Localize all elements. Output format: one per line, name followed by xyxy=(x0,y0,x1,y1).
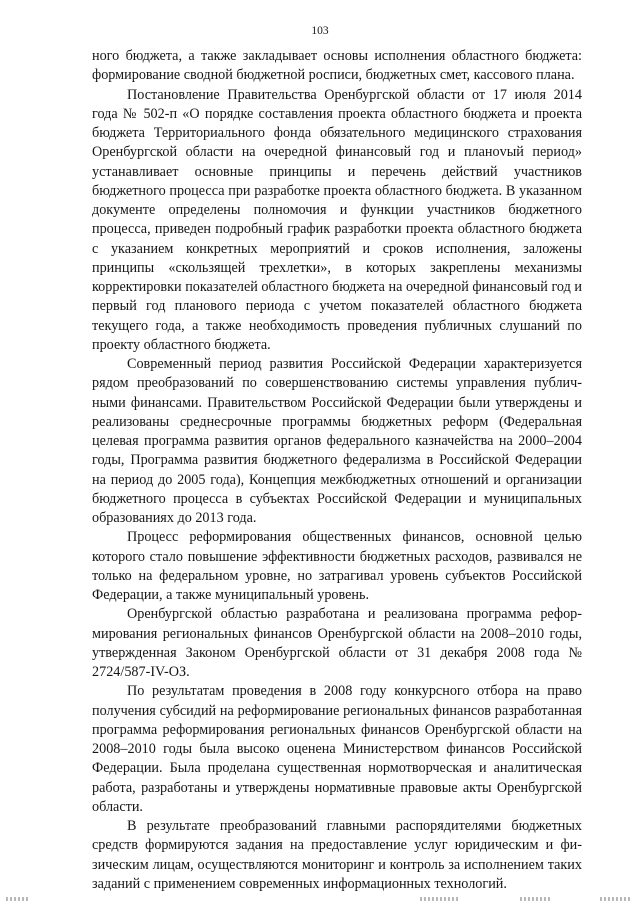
paragraph-continuation: ного бюджета, а также закладывает основы исполнения областного бюджета: формирование сводной бюджетной росписи, бюджетных смет, кассового плана. xyxy=(92,48,582,84)
scan-edge-mark xyxy=(420,897,460,901)
scan-edge-mark xyxy=(6,897,28,901)
paragraph-subsidy-results: По результатам проведения в 2008 году конкурсного отбора на право получения субсидий на реформирование региональных финансов разработанная программа реформирования региональных финансов Оренбургской области на 2008–2010 годы была высоко оценена Министерством финансов Российской Федерации. Была проделана существенная нормотворческая и аналитическая работа, разработаны и утверждены нормативные правовые акты Оренбургской области. xyxy=(92,683,582,815)
scan-edge-mark xyxy=(600,897,630,901)
body-text xyxy=(92,47,582,894)
page-number: 103 xyxy=(311,25,329,37)
paragraph-federal-reforms: Современный период развития Российской Федерации характеризуется рядом преобразований по совершенствованию системы управления публичными финансами. Правительством Российской Федерации были утверждены и реализованы среднесрочные программы бюджетных реформ (Федеральная целевая программа развития органов федерального казначейства на 2000–2004 годы, Программа развития бюджетного федерализма в Российской Федерации на период до 2005 года), Концепция межбюджетных отношений и организации бюджетного процесса в субъектах Российской Федерации и муниципальных образованиях до 2013 года. xyxy=(92,356,582,526)
paragraph-regional-program: Оренбургской областью разработана и реализована программа реформирования региональных финансов Оренбургской области на 2008–2010 годы, утвержденная Законом Оренбургской области от 31 декабря 2008 года № 2724/587-IV-ОЗ. xyxy=(92,606,582,680)
scan-edge-mark xyxy=(520,897,550,901)
paragraph-reform-process: Процесс реформирования общественных финансов, основной целью которого стало повышение эффективности бюджетных расходов, развивался не только на федеральном уровне, но затрагивал уровень субъектов Российской Федерации, а также муниципальный уровень. xyxy=(92,529,582,603)
paragraph-transformation-results: В результате преобразований главными распорядителями бюджетных средств формируются задания на предоставление услуг юридическим и физическим лицам, осуществляются мониторинг и контроль за исполнением таких заданий с применением современных информационных технологий. xyxy=(92,818,582,892)
paragraph-resolution-502p: Постановление Правительства Оренбургской области от 17 июля 2014 года № 502-п «О порядке составления проекта областного бюджета и проекта бюджета Территориального фонда обязательного медицинского страхования Оренбургской области на очередной финансовый год и планоvый период» устанавливает основные принципы и перечень действий участников бюджетного процесса при разработке проекта областного бюджета. В указанном документе определены полномочия и функции участников бюджетного процесса, приведен подробный график разработки проекта областного бюджета с указанием конкретных мероприятий и сроков исполнения, заложены принципы «скользящей трехлетки», в которых закреплены механизмы корректировки показателей областного бюджета на очередной финансовый год и первый год планового периода с учетом показателей областного бюджета текущего года, а также необходимость проведения публичных слушаний по проекту областного бюджета. xyxy=(92,86,582,353)
